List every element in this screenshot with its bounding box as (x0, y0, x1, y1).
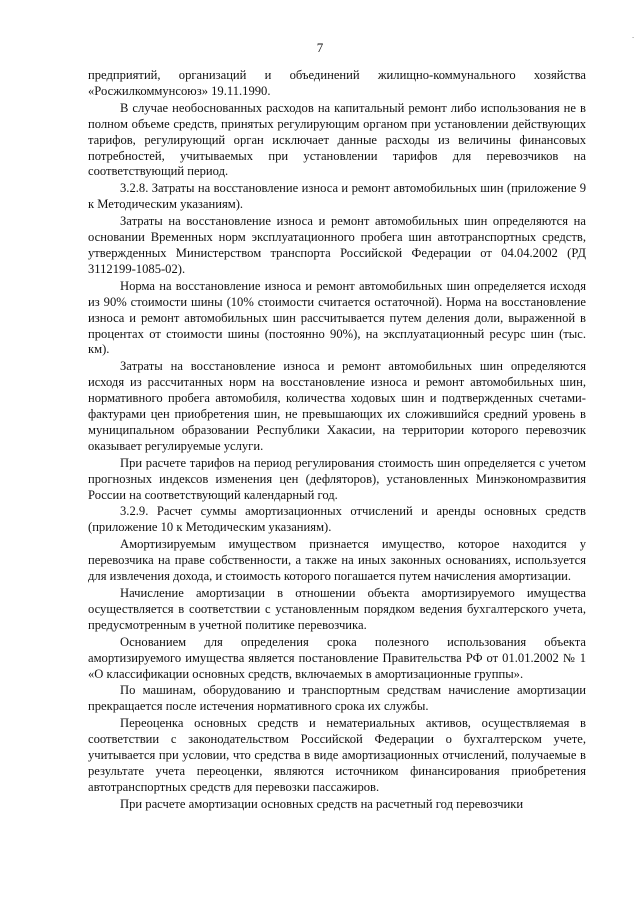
paragraph-depreciation-accrual: Начисление амортизации в отношении объекта амортизируемого имущества осуществляется в соответствии с установленным порядком ведения бухгалтерского учета, предусмотренным в учетной политике перевозчика. (88, 586, 586, 632)
document-body (88, 68, 586, 814)
paragraph-depreciation-calculation: При расчете амортизации основных средств на расчетный год перевозчики (120, 796, 524, 811)
paragraph-depreciable-property: Амортизируемым имуществом признается имущество, которое находится у перевозчика на праве собственности, а также на иных законных основаниях, используется для извлечения дохода, и стоимость которого погашается путем начисления амортизации. (88, 537, 586, 584)
paragraph-depreciation-termination: По машинам, оборудованию и транспортным средствам начисление амортизации прекращается после истечения нормативного срока их службы. (88, 683, 586, 714)
paragraph-useful-life: Основанием для определения срока полезного использования объекта амортизируемого имущества является постановление Правительства РФ от 01.01.2002 № 1 «О классификации основных средств, включаемых в амортизационные группы». (88, 634, 586, 681)
paragraph-section-3-2-8: 3.2.8. Затраты на восстановление износа и ремонт автомобильных шин (приложение 9 к Методическим указаниям). (88, 181, 586, 212)
paragraph-section-3-2-9: 3.2.9. Расчет суммы амортизационных отчислений и аренды основных средств (приложение 10 к Методическим указаниям). (88, 504, 586, 535)
paragraph-revaluation: Переоценка основных средств и нематериальных активов, осуществляемая в соответствии с законодательством Российской Федерации о бухгалтерском учете, учитывается при условии, что средства в виде амортизационных отчислений, получаемые в результате учета переоценки, являются источником финансирования приобретения автотранспортных средств для перевозки пассажиров. (88, 716, 586, 794)
paragraph-tire-norm: Норма на восстановление износа и ремонт автомобильных шин определяется исходя из 90% стоимости шины (10% стоимости считается остаточной). Норма на восстановление износа и ремонт автомобильных шин рассчитывается путем деления доли, выраженной в процентах от стоимости шины (постоянно 90%), на эксплуатационный ресурс шин (тыс. км). (88, 278, 586, 357)
paragraph-unjustified-costs: В случае необоснованных расходов на капитальный ремонт либо использования не в полном объеме средств, принятых регулирующим органом при установлении действующих тарифов, регулирующий орган исключает данные расходы из величины финансовых потребностей, учитываемых при установлении тарифов для перевозчиков на соответствующий период. (88, 100, 586, 179)
margin-mark: · (628, 36, 638, 39)
paragraph-tire-costs-basis: Затраты на восстановление износа и ремонт автомобильных шин определяются на основании Временных норм эксплуатационного пробега шин автотранспортных средств, утвержденных Министерством транспорта Российской Федерации от 04.04.2002 (РД 3112199-1085-02). (88, 214, 586, 276)
paragraph-tire-costs-calculation: Затраты на восстановление износа и ремонт автомобильных шин определяются исходя из рассчитанных норм на восстановление износа и ремонт автомобильных шин, нормативного пробега автомобиля, количества ходовых шин и подтвержденных счетами-фактурами цен приобретения шин, не превышающих их сложившийся средний уровень в муниципальном образовании Республики Хакасии, на территории которого перевозчик оказывает регулируемые услуги. (88, 359, 586, 453)
paragraph-tire-price-forecast: При расчете тарифов на период регулирования стоимость шин определяется с учетом прогнозных индексов изменения цен (дефляторов), установленных Минэкономразвития России на соответствующий календарный год. (88, 455, 586, 502)
paragraph-continuation: предприятий, организаций и объединений жилищно-коммунального хозяйства «Росжилкоммунсоюз» 19.11.1990. (88, 68, 586, 98)
page-number: 7 (316, 40, 324, 55)
